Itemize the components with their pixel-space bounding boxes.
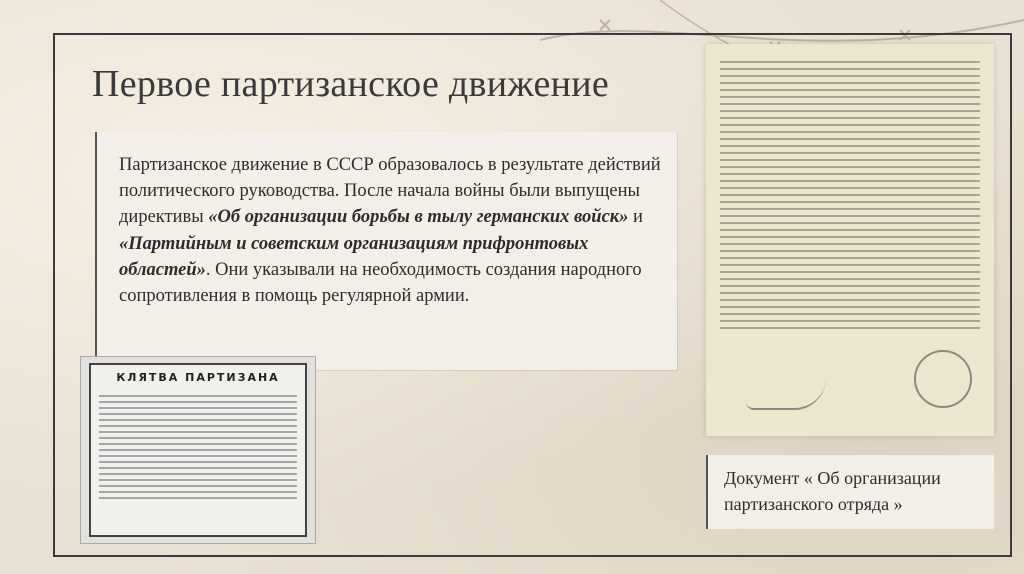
oath-title: КЛЯТВА ПАРТИЗАНА <box>116 371 280 384</box>
document-caption: Документ « Об организации партизанского отряда » <box>724 468 941 514</box>
document-image <box>706 44 994 436</box>
partisan-oath-image <box>80 356 316 544</box>
stamp-icon <box>914 350 972 408</box>
body-paragraph <box>119 152 661 309</box>
slide-title: Первое партизанское движение <box>92 63 610 105</box>
signature-mark <box>746 378 826 410</box>
directive-2: «Партийным и советским организациям прифронтовых областей» <box>119 233 589 280</box>
document-caption-box <box>706 455 994 529</box>
body-text-2: и <box>628 207 643 228</box>
body-text-box <box>95 132 677 370</box>
oath-newspaper-clipping <box>89 363 307 537</box>
oath-text-lines <box>99 391 297 503</box>
body-text-3: . Они указывали на необходимость создания народного сопротивления в помощь регулярной армии. <box>119 259 642 307</box>
directive-1: «Об организации борьбы в тылу германских войск» <box>208 207 629 228</box>
body-text-1: Партизанское движение в СССР образовалось в результате действий политического руководства. После начала войны были выпущены директивы <box>119 155 661 228</box>
document-text-lines <box>720 56 980 334</box>
